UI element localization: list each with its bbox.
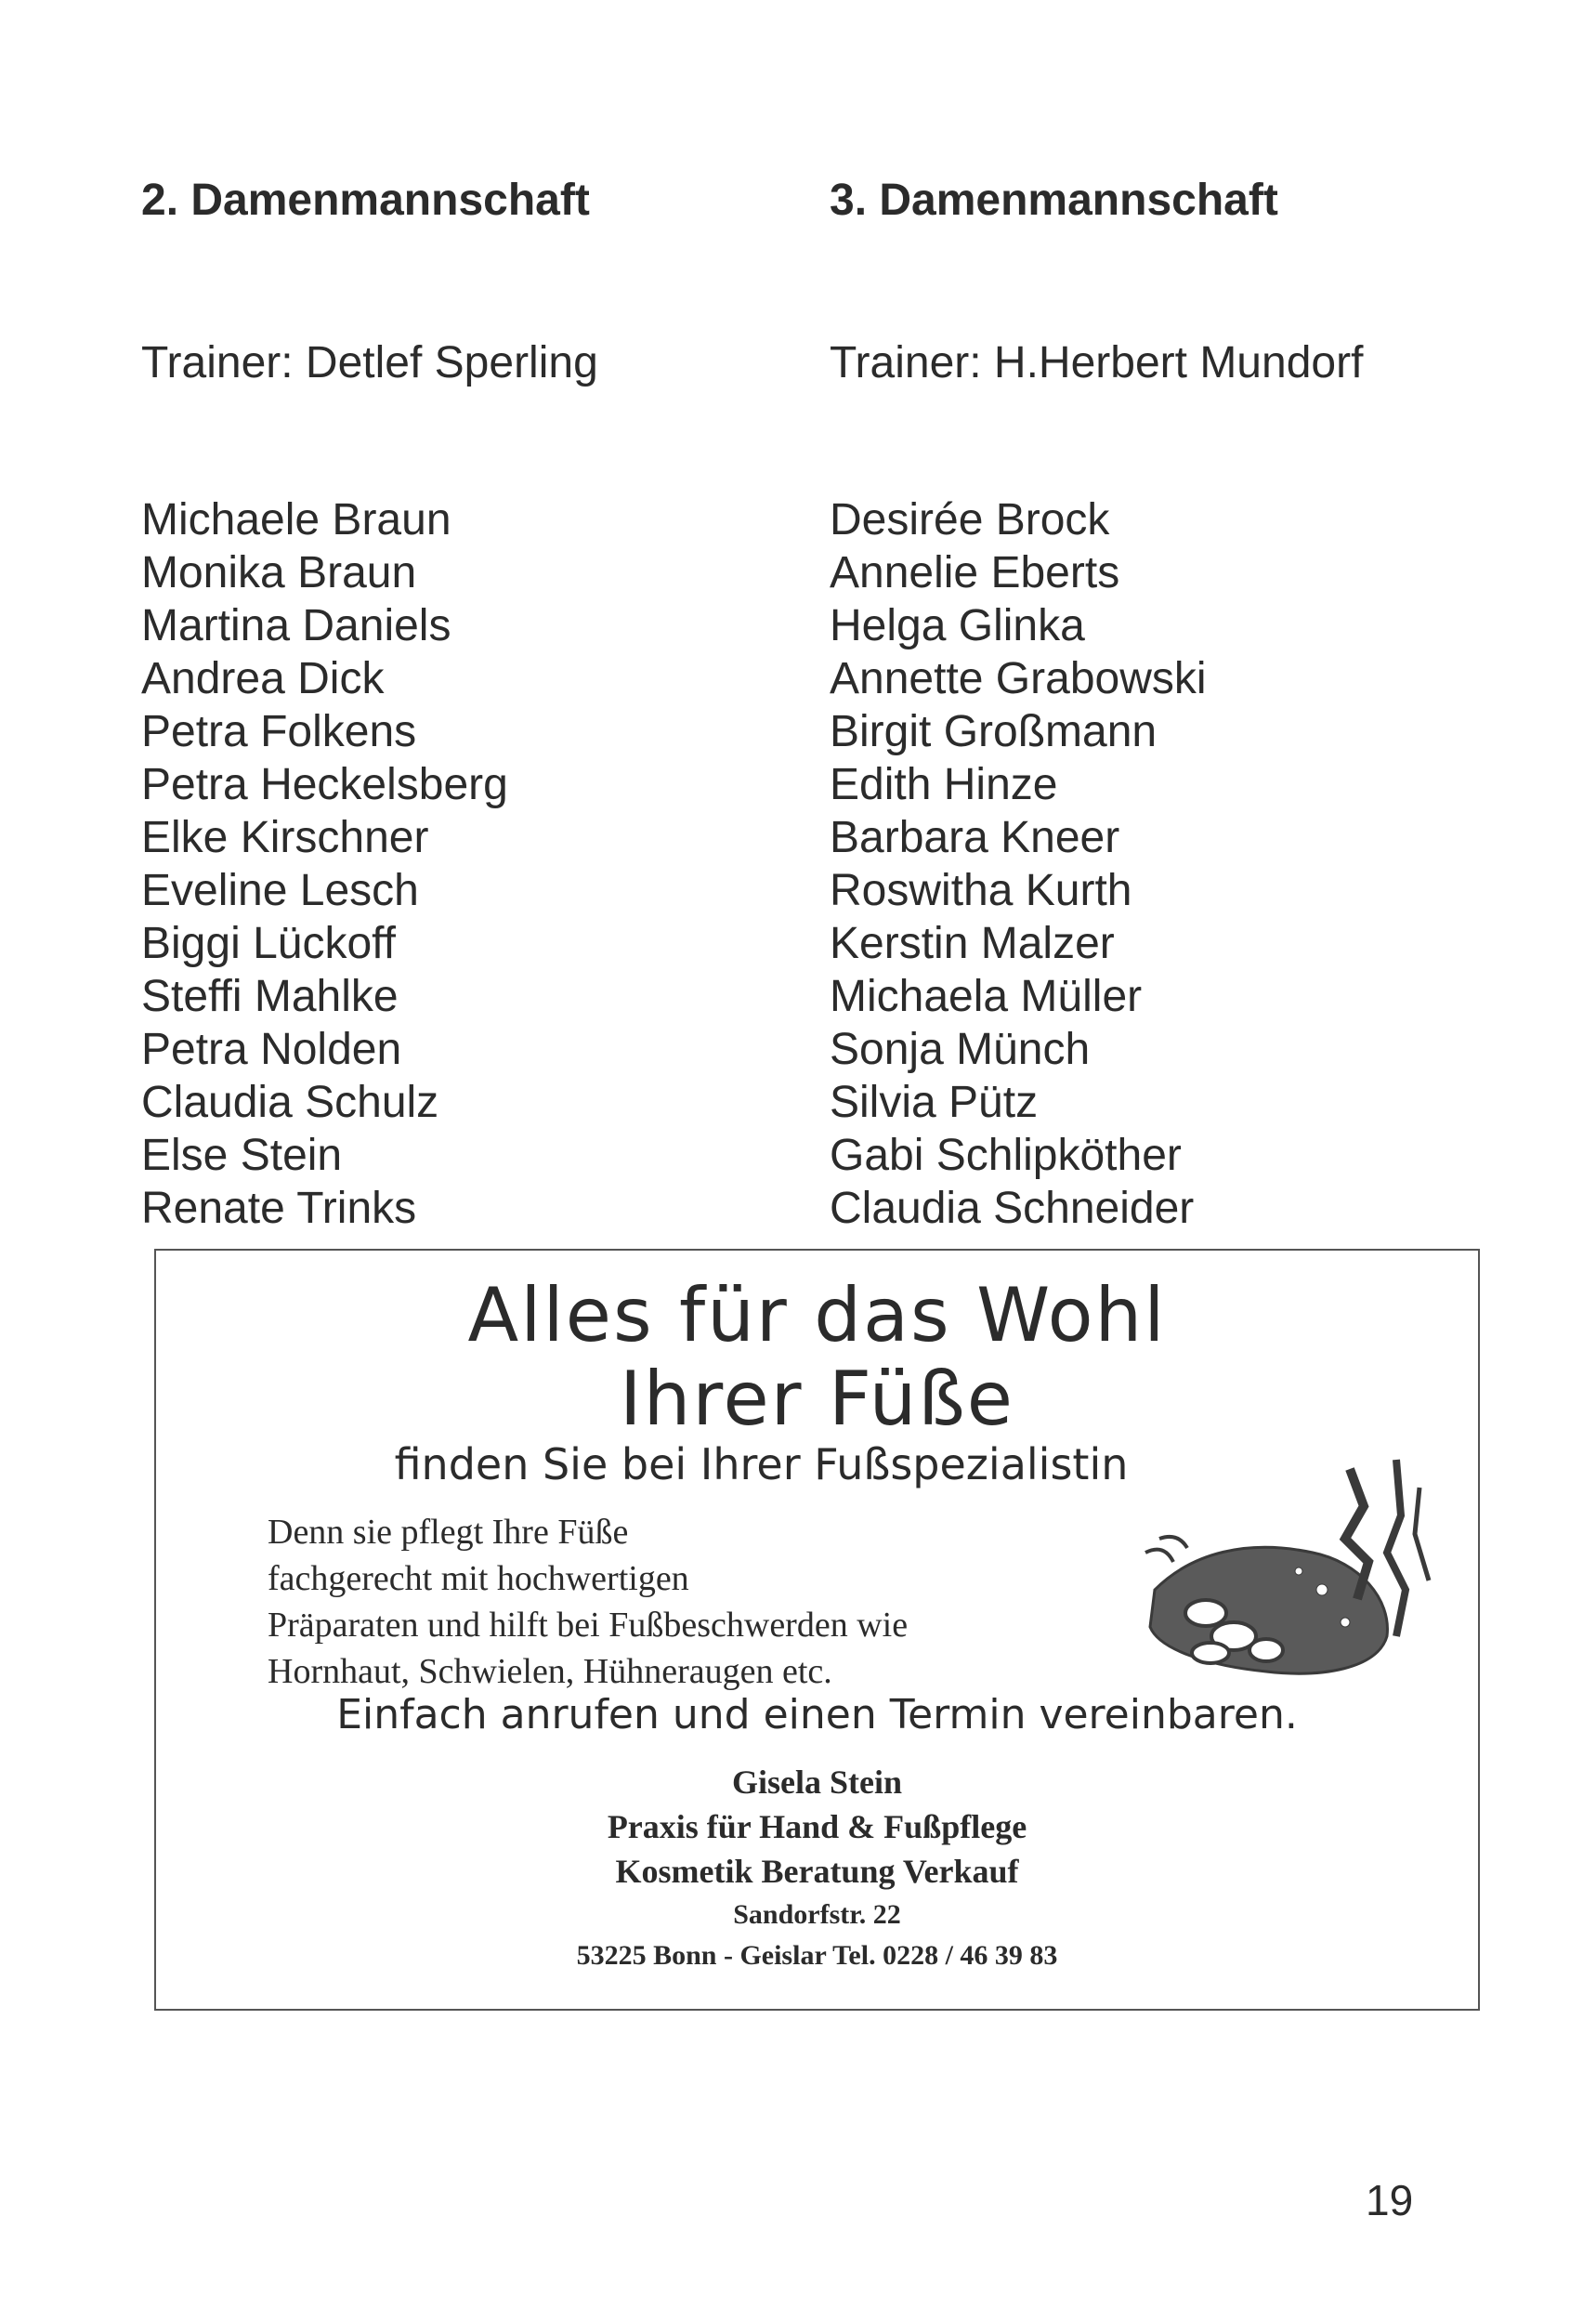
player-name: Sonja Münch <box>830 1025 1091 1074</box>
ad-contact-city-phone: 53225 Bonn - Geislar Tel. 0228 / 46 39 83 <box>576 1940 1058 1971</box>
team-2-trainer: Trainer: Detlef Sperling <box>141 338 598 387</box>
player-name: Renate Trinks <box>141 1184 417 1233</box>
player-name: Annelie Eberts <box>830 548 1120 597</box>
player-name: Helga Glinka <box>830 601 1085 650</box>
player-name: Kerstin Malzer <box>830 919 1115 968</box>
ad-contact-practice: Praxis für Hand & Fußpflege <box>607 1808 1027 1845</box>
team-3-trainer: Trainer: H.Herbert Mundorf <box>830 338 1364 387</box>
ad-body-line: fachgerecht mit hochwertigen <box>268 1559 689 1598</box>
team-2-player-list <box>141 493 791 1235</box>
player-name: Annette Grabowski <box>830 654 1207 703</box>
team-3-player-list <box>830 493 1480 1235</box>
foot-care-advertisement <box>154 1249 1480 2011</box>
ad-body-line: Präparaten und hilft bei Fußbeschwerden wie <box>268 1606 909 1645</box>
ad-contact-name: Gisela Stein <box>731 1764 902 1801</box>
player-name: Silvia Pütz <box>830 1078 1039 1127</box>
ad-subheadline: finden Sie bei Ihrer Fußspezialistin <box>394 1439 1129 1489</box>
team-2-section <box>141 173 791 1235</box>
player-name: Claudia Schneider <box>830 1184 1195 1233</box>
player-name: Michaele Braun <box>141 495 451 544</box>
player-name: Biggi Lückoff <box>141 919 396 968</box>
player-name: Andrea Dick <box>141 654 385 703</box>
player-name: Petra Heckelsberg <box>141 760 508 809</box>
page-number: 19 <box>1366 2176 1414 2224</box>
player-name: Elke Kirschner <box>141 813 429 862</box>
ad-headline-line-2: Ihrer Füße <box>620 1356 1014 1442</box>
team-2-title: 2. Damenmannschaft <box>141 176 590 225</box>
player-name: Monika Braun <box>141 548 417 597</box>
player-name: Barbara Kneer <box>830 813 1120 862</box>
player-name: Else Stein <box>141 1131 343 1180</box>
ad-contact-services: Kosmetik Beratung Verkauf <box>615 1853 1019 1890</box>
ad-call-to-action: Einfach anrufen und einen Termin vereinbaren. <box>336 1691 1298 1738</box>
ad-headline-line-1: Alles für das Wohl <box>467 1272 1167 1358</box>
player-name: Petra Folkens <box>141 707 417 756</box>
team-3-title: 3. Damenmannschaft <box>830 176 1278 225</box>
player-name: Gabi Schlipköther <box>830 1131 1182 1180</box>
player-name: Martina Daniels <box>141 601 451 650</box>
player-name: Birgit Großmann <box>830 707 1158 756</box>
player-name: Petra Nolden <box>141 1025 402 1074</box>
ad-body-line: Hornhaut, Schwielen, Hühneraugen etc. <box>268 1652 832 1691</box>
foot-illustration-icon <box>1136 1450 1443 1687</box>
player-name: Claudia Schulz <box>141 1078 439 1127</box>
player-name: Michaela Müller <box>830 972 1143 1021</box>
player-name: Roswitha Kurth <box>830 866 1132 915</box>
ad-body-line: Denn sie pflegt Ihre Füße <box>268 1513 629 1552</box>
ad-contact-street: Sandorfstr. 22 <box>733 1899 901 1930</box>
player-name: Eveline Lesch <box>141 866 419 915</box>
player-name: Steffi Mahlke <box>141 972 399 1021</box>
player-name: Desirée Brock <box>830 495 1110 544</box>
ad-body-text <box>268 1509 908 1695</box>
team-3-section <box>830 173 1480 1235</box>
player-name: Edith Hinze <box>830 760 1058 809</box>
